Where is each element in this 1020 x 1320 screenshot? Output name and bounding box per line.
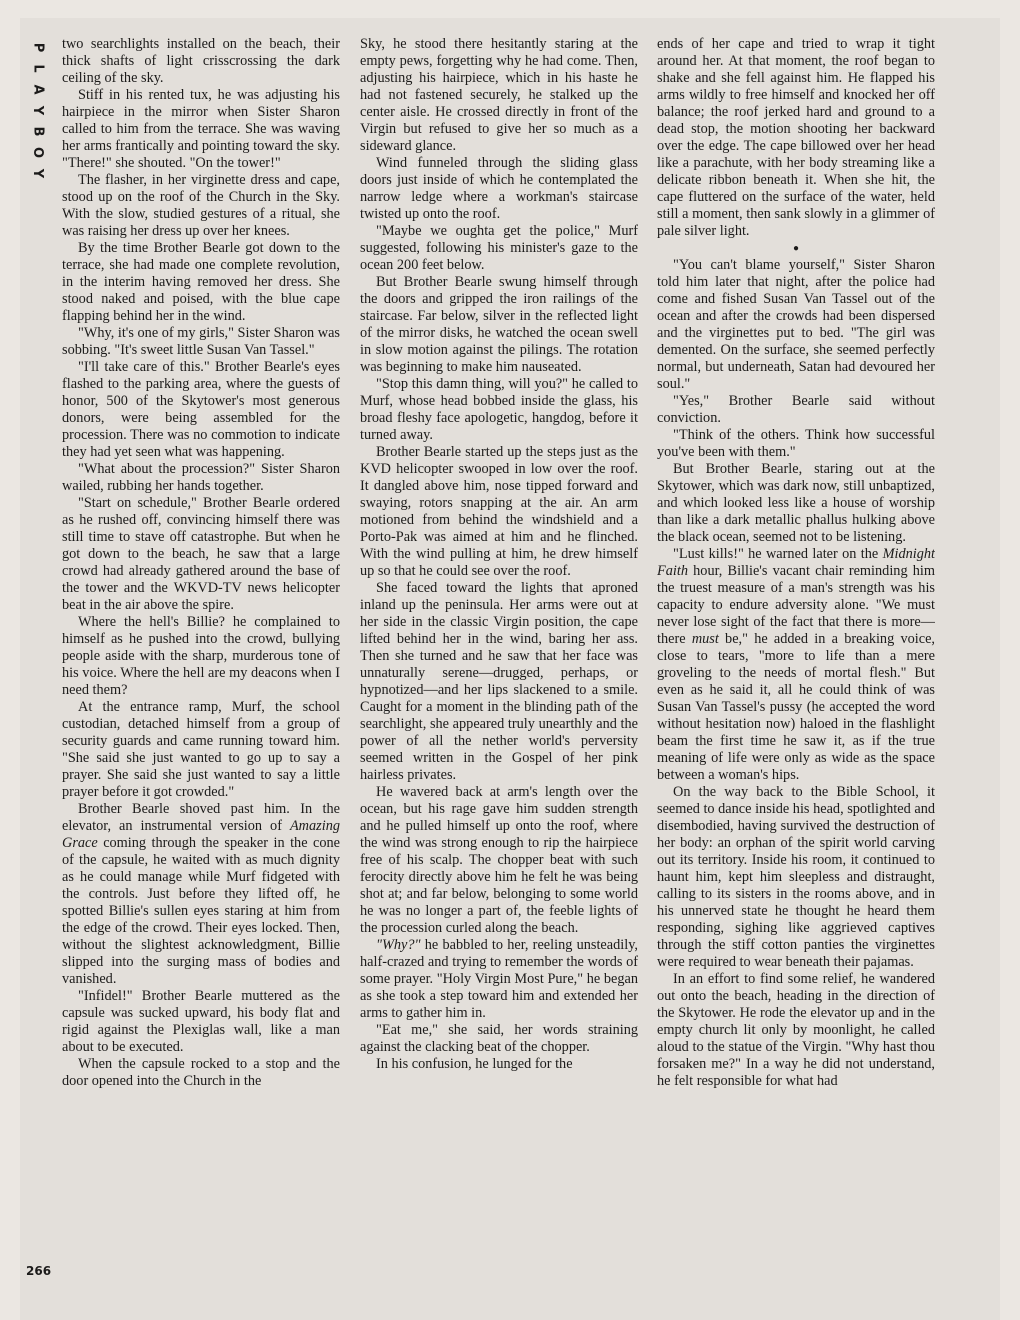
paragraph: By the time Brother Bearle got down to the terrace, she had made one complete revolution, in the interim having removed her dress. She stood naked and poised, with the blue cape flapping behind her in the wind. — [62, 240, 340, 324]
text-column-1 — [62, 36, 340, 1272]
section-break: ● — [792, 243, 800, 254]
paragraph: "I'll take care of this." Brother Bearle's eyes flashed to the parking area, where the guests of honor, 500 of the Skytower's most generous donors, were being assembled for the procession. There was no commotion to indicate they had yet seen what was happening. — [62, 359, 340, 460]
paragraph: In his confusion, he lunged for the — [376, 1056, 573, 1072]
paragraph: Stiff in his rented tux, he was adjusting his hairpiece in the mirror when Sister Sharon called to him from the terrace. She was waving her arms frantically and pointing toward the sky. "There!" she shouted. "On the tower!" — [62, 87, 340, 171]
running-head-letter: B — [30, 126, 46, 137]
paragraph: In an effort to find some relief, he wandered out onto the beach, heading in the direction of the Skytower. He rode the elevator up and in the empty church lit only by moonlight, he called aloud to the statue of the Virgin. "Why hast thou forsaken me?" In a way he did not understand, he felt responsible for what had — [657, 971, 935, 1089]
paragraph: Brother Bearle started up the steps just as the KVD helicopter swooped in low over the roof. It dangled above him, nose tipped forward and swaying, rotors snapping at the air. An arm motioned from behind the windshield and a Porto-Pak was aimed at him and he flinched. With the wind pulling at him, he drew himself up so that he could see over the roof. — [360, 444, 638, 579]
paragraph: two searchlights installed on the beach, their thick shafts of light crisscrossing the dark ceiling of the sky. — [62, 36, 340, 86]
italic-text: Midnight Faith — [657, 546, 935, 579]
paragraph: "Think of the others. Think how successful you've been with them." — [657, 427, 935, 460]
running-head-letter: Y — [30, 168, 46, 179]
paragraph: But Brother Bearle, staring out at the Skytower, which was dark now, still unbaptized, and which looked less like a house of worship than like a dark metallic phallus hulking above the black ocean, seemed not to be listening. — [657, 461, 935, 545]
paragraph: Wind funneled through the sliding glass doors just inside of which he contemplated the narrow ledge where a workman's staircase twisted up onto the roof. — [360, 155, 638, 222]
paragraph: "What about the procession?" Sister Sharon wailed, rubbing her hands together. — [62, 461, 340, 494]
paragraph: ends of her cape and tried to wrap it tight around her. At that moment, the roof began to shake and she fell against him. He flapped his arms wildly to free himself and knocked her off balance; the roof jerked hard and ground to a dead stop, the motion shooting her backward over the edge. The cape billowed over her head like a parachute, with her body streaming like a delicate ribbon beneath it. When she hit, the cape fluttered on the surface of the water, held still a moment, then sank slowly in a glimmer of pale silver light. — [657, 36, 935, 239]
paragraph: "Maybe we oughta get the police," Murf suggested, following his minister's gaze to the ocean 200 feet below. — [360, 223, 638, 273]
running-head-letter: A — [30, 84, 46, 95]
paragraph: The flasher, in her virginette dress and cape, stood up on the roof of the Church in the Sky. With the slow, studied gestures of a ritual, she was raising her dress up over her knees. — [62, 172, 340, 239]
paragraph: "Lust kills!" he warned later on the Midnight Faith hour, Billie's vacant chair reminding him the truest measure of a man's strength was his capacity to endure adversity alone. "We must never lose sight of the fact that there is more—there must be," he added in a breaking voice, close to tears, "more to life than a mere groveling to the needs of mortal flesh." But even as he said it, all he could think of was Susan Van Tassel's pussy (he accepted the word without hesitation now) haloed in the flashlight beam the first time he saw it, as if the true meaning of life were only as wide as the space between a woman's hips. — [657, 546, 935, 783]
paragraph: He wavered back at arm's length over the ocean, but his rage gave him sudden strength and he pulled himself up onto the roof, where the wind was strong enough to rip the hairpiece free of his scalp. The chopper beat with such ferocity directly above him he felt he was being shot at; and far below, belonging to some world he was no longer a part of, the feeble lights of the procession curled along the beach. — [360, 784, 638, 936]
running-head-letter: O — [30, 146, 46, 159]
page-number: 266 — [26, 1264, 52, 1278]
paragraph: "Stop this damn thing, will you?" he called to Murf, whose head bobbed inside the glass, his broad fleshy face apologetic, hangdog, before it turned away. — [360, 376, 638, 443]
paragraph: "Infidel!" Brother Bearle muttered as the capsule was sucked upward, his body flat and rigid against the Plexiglas wall, like a man about to be executed. — [62, 988, 340, 1055]
paragraph: Where the hell's Billie? he complained to himself as he pushed into the crowd, bullying people aside with the sharp, murderous tone of his voice. Where the hell are my deacons when I need them? — [62, 614, 340, 698]
running-head — [26, 40, 50, 181]
paragraph: "Why?" he babbled to her, reeling unsteadily, half-crazed and trying to remember the words of some prayer. "Holy Virgin Most Pure," he began as she took a step toward him and extended her arms to gather him in. — [360, 937, 638, 1021]
paragraph: Brother Bearle shoved past him. In the elevator, an instrumental version of Amazing Grace coming through the speaker in the cone of the capsule, he waited with as much dignity as he could manage while Murf fidgeted with the controls. Just before they lifted off, he spotted Billie's sullen eyes staring at him from the edge of the crowd. Their eyes locked. Then, without the slightest acknowledgment, Billie slipped into the surging mass of bodies and vanished. — [62, 801, 340, 987]
text-column-2 — [360, 36, 638, 1272]
paragraph: At the entrance ramp, Murf, the school custodian, detached himself from a group of security guards and came running toward him. "She said she just wanted to go up to say a prayer. She said she just wanted to say a little prayer before it got crowded." — [62, 699, 340, 800]
paragraph: "You can't blame yourself," Sister Sharon told him later that night, after the police had come and fished Susan Van Tassel out of the ocean and after the crowds had been dispersed and the virginettes put to bed. "The girl was demented. On the surface, she seemed perfectly normal, but underneath, Satan had devoured her soul." — [657, 257, 935, 392]
italic-text: "Why?" — [376, 937, 421, 953]
text-column-3 — [657, 36, 935, 1272]
running-head-letter: P — [30, 42, 46, 53]
paragraph: "Eat me," she said, her words straining against the clacking beat of the chopper. — [360, 1022, 638, 1055]
paragraph: "Yes," Brother Bearle said without conviction. — [657, 393, 935, 426]
paragraph: "Start on schedule," Brother Bearle ordered as he rushed off, convincing himself there was still time to stave off catastrophe. But when he got down to the beach, he saw that a large crowd had already gathered around the base of the tower and the WKVD-TV news helicopter beat in the air above the spire. — [62, 495, 340, 613]
running-head-letter: L — [30, 64, 46, 73]
italic-text: Amazing Grace — [62, 818, 340, 851]
paragraph: On the way back to the Bible School, it seemed to dance inside his head, spotlighted and disembodied, having survived the destruction of her body: an orphan of the spirit world carving out its territory. Inside his room, it continued to haunt him, kept him sleepless and distraught, calling to its sisters in the rooms above, and in his unnerved state he thought he heard them responding, sighing like aggrieved captives through the stiff cotton panties the virginettes were required to wear beneath their pajamas. — [657, 784, 935, 970]
running-head-letter: Y — [30, 105, 46, 116]
magazine-page — [20, 18, 1000, 1320]
paragraph: "Why, it's one of my girls," Sister Sharon was sobbing. "It's sweet little Susan Van Tassel." — [62, 325, 340, 358]
paragraph: When the capsule rocked to a stop and the door opened into the Church in the — [62, 1056, 340, 1089]
paragraph: Sky, he stood there hesitantly staring at the empty pews, forgetting why he had come. Then, adjusting his hairpiece, which in his haste he had not fastened securely, he stalked up the center aisle. He crossed directly in front of the Virgin but refused to give her so much as a sideward glance. — [360, 36, 638, 154]
paragraph: She faced toward the lights that aproned inland up the peninsula. Her arms were out at her side in the classic Virgin position, the cape lifted behind her in the wind, baring her ass. Then she turned and he saw that her face was unnaturally serene—drugged, perhaps, or hypnotized—and her lips slackened to a smile. Caught for a moment in the blinding path of the searchlight, she appeared truly unearthly and the power of all the nether world's perversity seemed written in the Gospel of her pink hairless privates. — [360, 580, 638, 783]
italic-text: must — [691, 631, 719, 647]
paragraph: But Brother Bearle swung himself through the doors and gripped the iron railings of the staircase. Far below, silver in the reflected light of the mirror disks, he watched the ocean swell in slow motion against the pilings. The rotation was beginning to make him nauseated. — [360, 274, 638, 375]
